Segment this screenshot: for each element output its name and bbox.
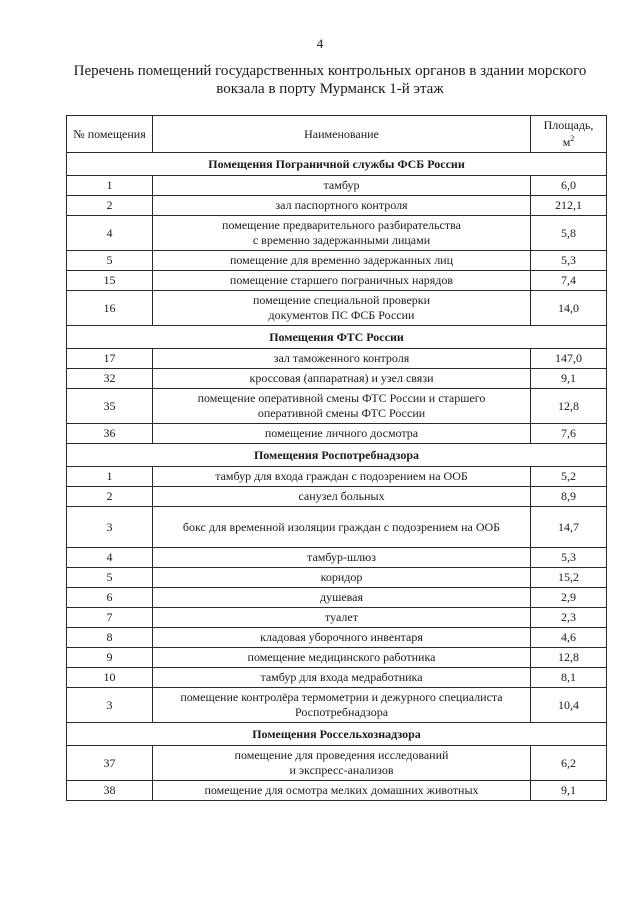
room-name-line: душевая — [319, 590, 364, 604]
room-name — [153, 648, 531, 668]
table-row — [67, 176, 607, 196]
header-area — [531, 116, 607, 153]
room-name — [153, 688, 531, 723]
room-number: 37 — [67, 746, 153, 781]
room-number: 3 — [67, 507, 153, 548]
room-name-line: помещение для проведения исследований — [234, 748, 449, 762]
title-line-2: вокзала в порту Мурманск 1-й этаж — [216, 81, 444, 97]
section-title: Помещения Роспотребнадзора — [67, 444, 607, 467]
room-name-line: зал таможенного контроля — [273, 351, 410, 365]
section-header-row — [67, 326, 607, 349]
section-title: Помещения Россельхознадзора — [67, 723, 607, 746]
room-name — [153, 176, 531, 196]
table-row — [67, 548, 607, 568]
section-header-row — [67, 723, 607, 746]
table-row — [67, 568, 607, 588]
rooms-table — [66, 115, 607, 801]
room-number: 2 — [67, 487, 153, 507]
room-number: 4 — [67, 548, 153, 568]
room-number: 9 — [67, 648, 153, 668]
section-title: Помещения ФТС России — [67, 326, 607, 349]
room-name-line: документов ПС ФСБ России — [268, 308, 415, 322]
room-area: 6,0 — [531, 176, 607, 196]
room-area: 8,9 — [531, 487, 607, 507]
room-number: 1 — [67, 467, 153, 487]
room-name — [153, 781, 531, 801]
room-number: 35 — [67, 389, 153, 424]
room-area: 7,6 — [531, 424, 607, 444]
table-row — [67, 507, 607, 548]
room-name — [153, 588, 531, 608]
room-name — [153, 424, 531, 444]
room-name-line: коридор — [320, 570, 363, 584]
header-name: Наименование — [153, 116, 531, 153]
room-name — [153, 487, 531, 507]
room-name — [153, 349, 531, 369]
room-name-line: помещение медицинского работника — [247, 650, 436, 664]
table-row — [67, 668, 607, 688]
room-name-line: помещение для осмотра мелких домашних животных — [204, 783, 479, 797]
room-name — [153, 467, 531, 487]
room-number: 32 — [67, 369, 153, 389]
room-area: 9,1 — [531, 781, 607, 801]
table-row — [67, 608, 607, 628]
room-name-line: тамбур-шлюз — [307, 550, 376, 564]
room-name-line: кладовая уборочного инвентаря — [260, 630, 423, 644]
room-number: 17 — [67, 349, 153, 369]
header-area-unit: м — [562, 135, 571, 149]
room-name-line: помещение оперативной смены ФТС России и старшего — [197, 391, 486, 405]
table-row — [67, 349, 607, 369]
table-row — [67, 251, 607, 271]
table-row — [67, 196, 607, 216]
room-name-line: бокс для временной изоляции граждан с подозрением на ООБ — [182, 519, 501, 534]
room-name-line: и экспресс-анализов — [289, 763, 394, 777]
room-name-line: тамбур для входа медработника — [260, 670, 423, 684]
room-number: 36 — [67, 424, 153, 444]
table-row — [67, 588, 607, 608]
room-name — [153, 389, 531, 424]
table-row — [67, 781, 607, 801]
room-name — [153, 369, 531, 389]
header-area-unit-sup: 2 — [570, 134, 575, 143]
table-header-row — [67, 116, 607, 153]
table-row — [67, 746, 607, 781]
room-area: 14,7 — [531, 507, 607, 548]
room-area: 12,8 — [531, 648, 607, 668]
room-name-line: тамбур для входа граждан с подозрением на ООБ — [215, 469, 468, 483]
room-area: 147,0 — [531, 349, 607, 369]
room-number: 6 — [67, 588, 153, 608]
room-area: 2,9 — [531, 588, 607, 608]
title-line-1: Перечень помещений государственных контрольных органов в здании морского — [73, 63, 587, 79]
room-area: 7,4 — [531, 271, 607, 291]
room-area: 5,2 — [531, 467, 607, 487]
table-row — [67, 487, 607, 507]
room-area: 8,1 — [531, 668, 607, 688]
room-number: 3 — [67, 688, 153, 723]
table-row — [67, 467, 607, 487]
room-area: 5,3 — [531, 251, 607, 271]
room-name-line: помещение контролёра термометрии и дежурного специалиста — [180, 690, 503, 704]
table-row — [67, 216, 607, 251]
room-name — [153, 216, 531, 251]
room-name-line: помещение для временно задержанных лиц — [229, 253, 454, 267]
room-name-line: оперативной смены ФТС России — [257, 406, 426, 420]
room-name-line: санузел больных — [298, 489, 385, 503]
header-number: № помещения — [67, 116, 153, 153]
room-area: 4,6 — [531, 628, 607, 648]
room-name-line: кроссовая (аппаратная) и узел связи — [249, 371, 434, 385]
room-name-line: туалет — [325, 610, 358, 624]
room-number: 5 — [67, 251, 153, 271]
room-name-line: помещение личного досмотра — [264, 426, 419, 440]
document-title — [60, 62, 600, 98]
table-row — [67, 369, 607, 389]
table-row — [67, 424, 607, 444]
room-name-line: помещение старшего пограничных нарядов — [229, 273, 454, 287]
room-name-line: Роспотребнадзора — [294, 705, 389, 719]
table-row — [67, 688, 607, 723]
room-name — [153, 251, 531, 271]
room-number: 8 — [67, 628, 153, 648]
room-name — [153, 608, 531, 628]
room-name-line: с временно задержанными лицами — [252, 233, 431, 247]
room-name — [153, 291, 531, 326]
room-area: 12,8 — [531, 389, 607, 424]
section-title: Помещения Пограничной службы ФСБ России — [67, 153, 607, 176]
room-area: 6,2 — [531, 746, 607, 781]
room-area: 9,1 — [531, 369, 607, 389]
room-number: 1 — [67, 176, 153, 196]
room-number: 10 — [67, 668, 153, 688]
table-row — [67, 648, 607, 668]
room-number: 15 — [67, 271, 153, 291]
room-name — [153, 271, 531, 291]
header-area-label: Площадь, — [543, 118, 594, 132]
table-row — [67, 389, 607, 424]
room-number: 2 — [67, 196, 153, 216]
room-name — [153, 668, 531, 688]
room-area: 10,4 — [531, 688, 607, 723]
room-area: 14,0 — [531, 291, 607, 326]
table-row — [67, 291, 607, 326]
room-area: 5,3 — [531, 548, 607, 568]
room-name — [153, 507, 531, 548]
page-number: 4 — [316, 36, 324, 51]
room-name-line: помещение специальной проверки — [252, 293, 431, 307]
room-number: 4 — [67, 216, 153, 251]
room-name — [153, 196, 531, 216]
table-row — [67, 628, 607, 648]
rooms-table-body — [67, 153, 607, 801]
room-name — [153, 746, 531, 781]
room-name-line: помещение предварительного разбирательства — [222, 218, 461, 232]
room-name-line: зал паспортного контроля — [275, 198, 408, 212]
table-row — [67, 271, 607, 291]
room-area: 212,1 — [531, 196, 607, 216]
room-area: 2,3 — [531, 608, 607, 628]
room-name — [153, 568, 531, 588]
room-number: 5 — [67, 568, 153, 588]
section-header-row — [67, 444, 607, 467]
room-number: 7 — [67, 608, 153, 628]
room-area: 5,8 — [531, 216, 607, 251]
room-name — [153, 628, 531, 648]
room-number: 38 — [67, 781, 153, 801]
room-name-line: тамбур — [323, 178, 360, 192]
room-number: 16 — [67, 291, 153, 326]
section-header-row — [67, 153, 607, 176]
room-name — [153, 548, 531, 568]
room-area: 15,2 — [531, 568, 607, 588]
